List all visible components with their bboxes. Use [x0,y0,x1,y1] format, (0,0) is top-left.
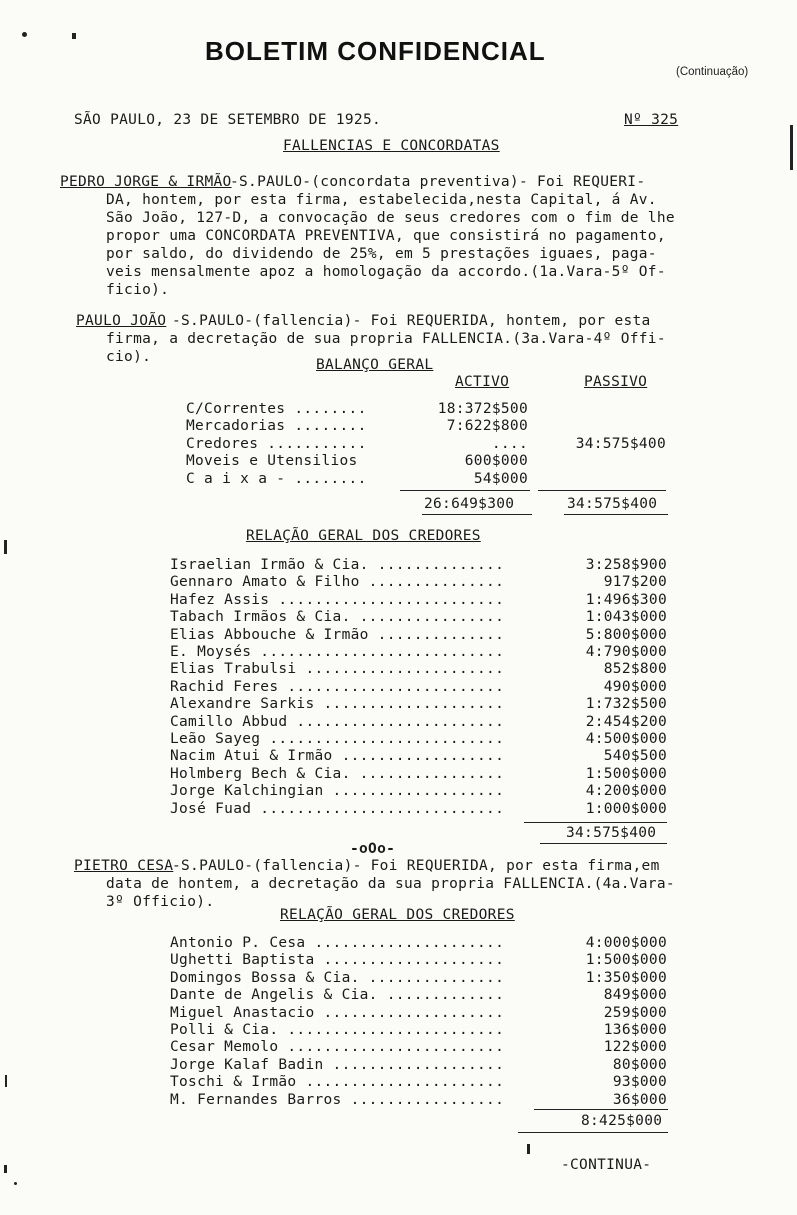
table-row [170,783,667,801]
section-heading: FALLENCIAS E CONCORDATAS [283,138,500,154]
creditor-amount: 93$000 [612,1074,667,1091]
margin-speck [5,1075,7,1087]
entry-line: -S.PAULO-(fallencia)- Foi REQUERIDA, hontem, por esta [172,313,651,329]
table-row [170,766,667,784]
creditors-total-rule [524,822,667,823]
table-row [170,679,667,697]
table-row [186,453,676,471]
margin-speck [527,1144,530,1154]
creditor-name: M. Fernandes Barros ................. [170,1091,505,1108]
activo-value: 54$000 [473,470,528,487]
balance-account: C/Correntes ........ [186,401,367,417]
table-row [170,987,667,1005]
entry-line: -S.PAULO-(fallencia)- Foi REQUERIDA, por esta firma,em [172,858,660,874]
entry-line: por saldo, do dividendo de 25%, em 5 prestações iguaes, paga- [106,246,657,262]
creditor-name: Dante de Angelis & Cia. ............. [170,987,505,1004]
creditor-amount: 4:500$000 [585,731,667,747]
entry-line: cio). [106,349,152,365]
creditor-name: Rachid Feres ........................ [170,678,505,695]
section-separator: -oOo- [350,841,396,857]
entry-line: -S.PAULO-(concordata preventiva)- Foi REQUERI- [230,174,646,190]
table-row [170,952,667,970]
creditor-name: Alexandre Sarkis .................... [170,696,505,713]
table-row [170,1074,667,1092]
creditor-amount: 1:500$000 [585,765,667,782]
entry-line: propor uma CONCORDATA PREVENTIVA, que consistirá no pagamento, [106,228,666,244]
passivo-value: 34:575$400 [575,435,666,452]
balance-account: C a i x a - ........ [186,470,367,487]
balance-title: BALANÇO GERAL [316,357,434,373]
creditor-amount: 259$000 [603,1004,667,1021]
table-row [170,696,667,714]
creditor-amount: 122$000 [603,1039,667,1056]
creditor-name: Nacim Atui & Irmão .................. [170,748,505,765]
creditor-name: Hafez Assis ......................... [170,591,505,608]
margin-speck [72,33,76,39]
table-row [186,471,676,489]
table-row [170,1092,667,1110]
creditor-amount: 1:000$000 [585,800,667,817]
dateline-date: SÃO PAULO, 23 DE SETEMBRO DE 1925. [74,112,382,128]
creditor-name: Cesar Memolo ........................ [170,1039,505,1056]
creditor-name: Toschi & Irmão ...................... [170,1074,505,1091]
creditor-name: Tabach Irmãos & Cia. ................ [170,609,505,626]
creditor-amount: 1:350$000 [585,969,667,986]
creditor-amount: 3:258$900 [585,557,667,573]
table-row [170,801,667,819]
creditor-amount: 1:043$000 [585,609,667,626]
table-row [170,1022,667,1040]
bulletin-number: Nº 325 [624,112,679,128]
creditor-name: Ughetti Baptista .................... [170,952,505,969]
margin-speck [4,1165,7,1173]
activo-value: 18:372$500 [437,401,528,417]
creditor-name: Gennaro Amato & Filho ............... [170,574,505,591]
document-title: BOLETIM CONFIDENCIAL [205,36,546,66]
activo-header: ACTIVO [455,374,510,390]
table-row [170,1005,667,1023]
creditor-amount: 1:732$500 [585,696,667,713]
table-row [170,661,667,679]
margin-speck [4,540,7,554]
creditors-total-underline [540,843,667,844]
creditor-name: E. Moysés ........................... [170,644,505,660]
balance-account: Moveis e Utensilios [186,453,358,470]
passivo-total-rule [538,490,666,491]
creditor-name: Miguel Anastacio .................... [170,1004,505,1021]
creditor-amount: 1:500$000 [585,952,667,969]
creditor-amount: 36$000 [612,1091,667,1108]
table-row [186,436,676,454]
creditor-amount: 852$800 [603,661,667,678]
creditor-name: Holmberg Bech & Cia. ................ [170,765,505,782]
activo-double-rule [422,514,532,515]
table-row [170,627,667,645]
creditors-total: 8:425$000 [581,1113,663,1129]
table-row [170,714,667,732]
margin-speck [14,1182,17,1185]
continues-note: -CONTINUA- [561,1157,652,1173]
creditors-title: RELAÇÃO GERAL DOS CREDORES [280,907,515,923]
creditor-name: Leão Sayeg .......................... [170,731,505,747]
entry-lead: PIETRO CESA [74,858,174,874]
creditor-name: Elias Abbouche & Irmão .............. [170,626,505,643]
creditor-amount: 4:790$000 [585,644,667,660]
creditor-amount: 136$000 [603,1022,667,1038]
table-row [170,748,667,766]
passivo-total: 34:575$400 [567,496,658,512]
continuation-note: (Continuação) [676,66,749,78]
table-row [170,609,667,627]
activo-value: .... [491,435,528,452]
creditor-name: Antonio P. Cesa ..................... [170,935,505,951]
entry-line: ficio). [106,282,170,298]
creditor-amount: 4:200$000 [585,783,667,800]
table-row [170,592,667,610]
table-row [186,418,676,436]
table-row [170,935,667,953]
table-row [170,970,667,988]
entry-line: veis mensalmente apoz a homologação da accordo.(1a.Vara-5º Of- [106,264,666,280]
creditors-total-underline [518,1132,668,1133]
creditor-amount: 490$000 [603,678,667,695]
entry-line: data de hontem, a decretação da sua propria FALLENCIA.(4a.Vara- [106,876,675,892]
activo-value: 7:622$800 [446,418,528,435]
creditor-amount: 917$200 [603,574,667,591]
entry-lead: PEDRO JORGE & IRMÃO [60,174,232,190]
creditor-name: Israelian Irmão & Cia. .............. [170,557,505,573]
table-row [170,574,667,592]
table-row [170,1039,667,1057]
balance-account: Credores ........... [186,435,367,452]
creditors-total-rule [534,1109,668,1110]
creditor-amount: 4:000$000 [585,935,667,951]
passivo-header: PASSIVO [584,374,648,390]
entry-line: DA, hontem, por esta firma, estabelecida,nesta Capital, á Av. [106,192,657,208]
edge-mark [790,125,793,170]
creditor-name: Camillo Abbud ....................... [170,713,505,730]
entry-line: firma, a decretação de sua propria FALLENCIA.(3a.Vara-4º Offi- [106,331,666,347]
passivo-double-rule [564,514,668,515]
entry-lead: PAULO JOÃO [76,313,167,329]
creditors-title: RELAÇÃO GERAL DOS CREDORES [246,528,481,544]
entry-line: 3º Officio). [106,894,215,910]
activo-total-rule [400,490,530,491]
activo-total: 26:649$300 [424,496,515,512]
creditors-total: 34:575$400 [566,825,657,841]
creditor-amount: 5:800$000 [585,626,667,643]
creditor-amount: 849$000 [603,987,667,1004]
table-row [170,557,667,575]
creditor-amount: 1:496$300 [585,591,667,608]
creditor-amount: 540$500 [603,748,667,765]
margin-speck [22,32,27,37]
activo-value: 600$000 [464,453,528,470]
creditor-name: Jorge Kalaf Badin ................... [170,1056,505,1073]
creditor-amount: 2:454$200 [585,713,667,730]
entry-line: São João, 127-D, a convocação de seus credores com o fim de lhe [106,210,675,226]
creditor-name: Jorge Kalchingian ................... [170,783,505,800]
table-row [170,731,667,749]
creditor-name: Domingos Bossa & Cia. ............... [170,969,505,986]
creditor-amount: 80$000 [612,1056,667,1073]
table-row [170,1057,667,1075]
creditor-name: Polli & Cia. ........................ [170,1022,505,1038]
balance-account: Mercadorias ........ [186,418,367,435]
table-row [186,401,676,419]
creditor-name: Elias Trabulsi ...................... [170,661,505,678]
table-row [170,644,667,662]
creditor-name: José Fuad ........................... [170,800,505,817]
